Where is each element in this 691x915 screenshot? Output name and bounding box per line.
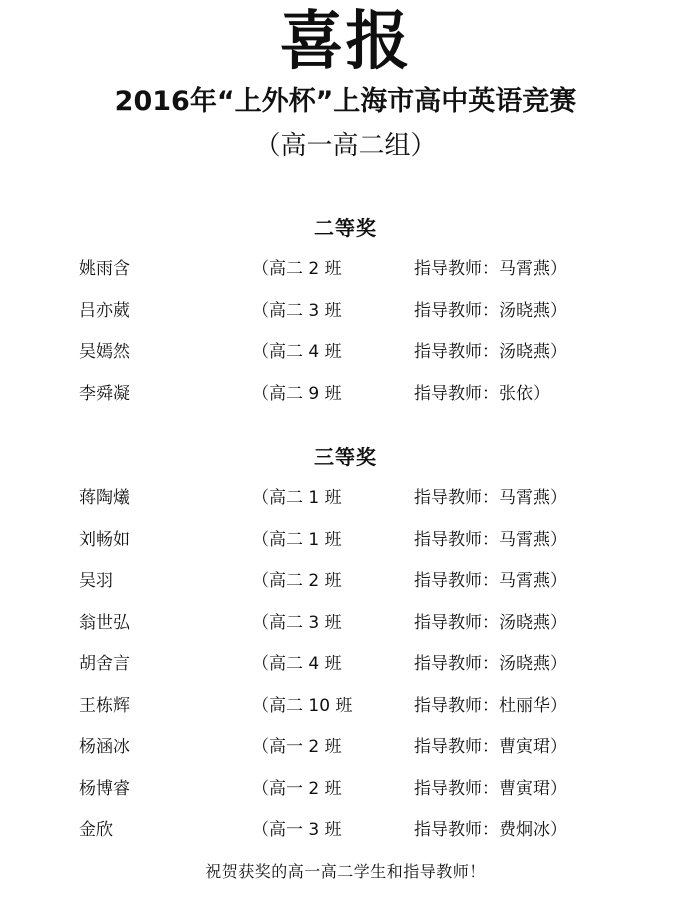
second-prize-heading: 二等奖 <box>314 216 377 240</box>
teacher-info: 指导教师：曹寅珺） <box>414 778 567 799</box>
class-info: （高二 10 班 <box>252 695 353 716</box>
competition-group-label: （高一高二组） <box>254 131 437 161</box>
teacher-info: 指导教师：杜丽华） <box>414 695 567 716</box>
award-row <box>0 607 691 649</box>
class-info: （高二 1 班 <box>252 488 342 508</box>
student-name: 翁世弘 <box>79 612 130 633</box>
award-row <box>0 482 691 524</box>
class-info: （高一 2 班 <box>252 778 342 799</box>
third-prize-list <box>0 482 691 856</box>
teacher-info: 指导教师：汤晓燕） <box>414 300 567 321</box>
congratulation-footer: 祝贺获奖的高一高二学生和指导教师！ <box>205 862 486 881</box>
teacher-info: 指导教师：费炯冰） <box>414 820 567 840</box>
teacher-info: 指导教师：马霄燕） <box>414 529 567 550</box>
award-row <box>0 565 691 607</box>
award-row <box>0 253 691 295</box>
class-info: （高二 2 班 <box>252 259 342 279</box>
student-name: 吕亦葳 <box>79 300 130 321</box>
teacher-info: 指导教师：马霄燕） <box>414 571 567 591</box>
student-name: 金欣 <box>79 820 113 840</box>
student-name: 蒋陶爔 <box>79 488 130 508</box>
award-row <box>0 814 691 856</box>
student-name: 吴羽 <box>79 571 113 591</box>
third-prize-heading: 三等奖 <box>314 445 377 469</box>
class-info: （高二 2 班 <box>252 571 342 591</box>
class-info: （高一 2 班 <box>252 737 342 757</box>
student-name: 姚雨含 <box>79 259 130 279</box>
award-row <box>0 648 691 690</box>
award-row <box>0 524 691 566</box>
document-title: 喜报 <box>279 5 412 79</box>
award-row <box>0 378 691 420</box>
student-name: 杨博睿 <box>79 778 130 799</box>
class-info: （高二 3 班 <box>252 612 342 633</box>
class-info: （高二 1 班 <box>252 529 342 550</box>
student-name: 李舜凝 <box>79 383 130 404</box>
teacher-info: 指导教师：汤晓燕） <box>414 342 567 362</box>
award-row <box>0 773 691 815</box>
student-name: 吴嫣然 <box>79 342 130 362</box>
award-row <box>0 731 691 773</box>
award-row <box>0 336 691 378</box>
teacher-info: 指导教师：张依） <box>414 383 550 404</box>
class-info: （高二 9 班 <box>252 383 342 404</box>
award-row <box>0 690 691 732</box>
class-info: （高一 3 班 <box>252 820 342 840</box>
student-name: 胡舍言 <box>79 654 130 674</box>
teacher-info: 指导教师：曹寅珺） <box>414 737 567 757</box>
student-name: 刘畅如 <box>79 529 130 550</box>
class-info: （高二 4 班 <box>252 342 342 362</box>
document-subtitle: 2016年“上外杯”上海市高中英语竞赛 <box>114 86 577 117</box>
student-name: 杨涵冰 <box>79 737 130 757</box>
second-prize-list <box>0 253 691 419</box>
teacher-info: 指导教师：马霄燕） <box>414 488 567 508</box>
teacher-info: 指导教师：汤晓燕） <box>414 612 567 633</box>
student-name: 王栋辉 <box>79 695 130 716</box>
class-info: （高二 3 班 <box>252 300 342 321</box>
teacher-info: 指导教师：汤晓燕） <box>414 654 567 674</box>
award-row <box>0 295 691 337</box>
teacher-info: 指导教师：马霄燕） <box>414 259 567 279</box>
class-info: （高二 4 班 <box>252 654 342 674</box>
